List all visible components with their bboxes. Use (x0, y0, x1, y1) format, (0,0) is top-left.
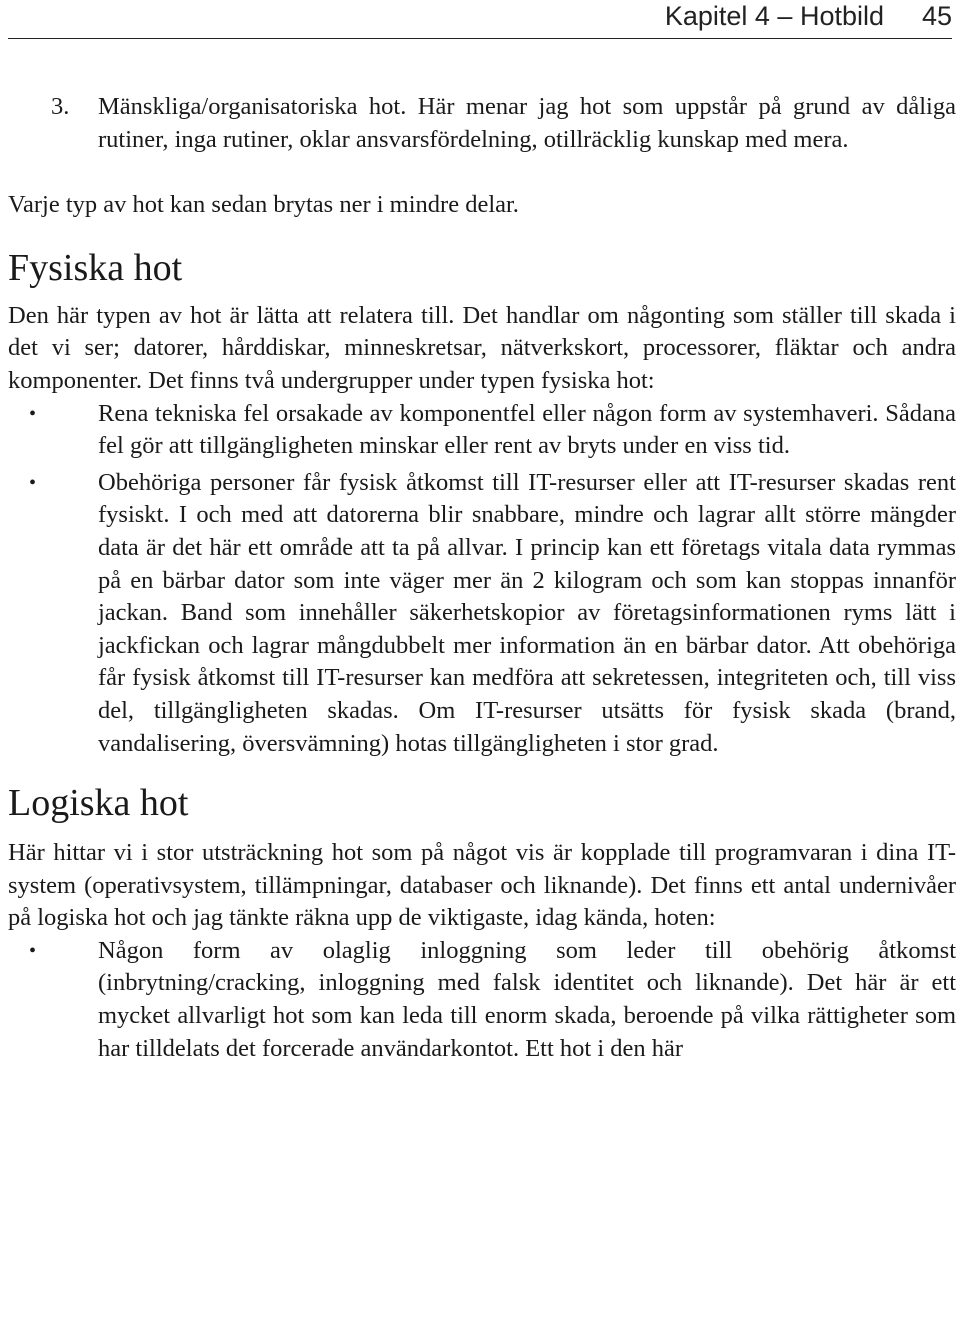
logiska-paragraph: Här hittar vi i stor utsträckning hot som på något vis är kopplade till programvaran i dina IT-system (operativsystem, tillämpningar, databaser och liknande). Det finns ett antal undernivåer på logiska hot och jag tänkte räkna upp de viktigaste, idag kända, hoten: (8, 839, 956, 932)
bullet-icon: • (29, 471, 37, 494)
list-item-text: Rena tekniska fel orsakade av komponentfel eller någon form av systemhaveri. Sådana fel gör att tillgängligheten minskar eller rent av bryts under en viss tid. (98, 399, 956, 460)
list-item (8, 467, 956, 760)
list-number: 3. (51, 93, 70, 120)
list-item-text: Någon form av olaglig inloggning som leder till obehörig åtkomst (inbrytning/cracking, inloggning med falsk identitet och liknande). Det här är ett mycket allvarligt hot som kan leda till enorm skada, beroende på vilka rättigheter som har tilldelats det forcerade användarkontot. Ett hot i den här (98, 936, 956, 1062)
chapter-title: Kapitel 4 – Hotbild (664, 1, 884, 31)
numbered-list-item (8, 91, 956, 156)
logiska-bullet-list (8, 935, 956, 1065)
fysiska-bullet-list (8, 398, 956, 761)
list-item (8, 398, 956, 463)
section-heading-logiska: Logiska hot (8, 782, 189, 825)
list-item-text: Obehöriga personer får fysisk åtkomst till IT-resurser eller att IT-resurser skadas rent fysiskt. I och med att datorerna blir snabbare, mindre och lagrar allt större mängder data är det här ett område att ta på allvar. I princip kan ett företags vitala data rymmas på en bärbar dator som inte väger mer än 2 kilogram och som kan stoppas innanför jackan. Band som innehåller säkerhetskopior av företagsinformationen ryms lätt i jackfickan och lagrar mångdubbelt mer information än en bärbar dator. Att obehöriga får fysisk åtkomst till IT-resurser kan medföra att sekretessen, integriteten och, till viss del, tillgängligheten skadas. Om IT-resurser utsätts för fysisk skada (brand, vandalisering, översvämning) hotas tillgängligheten i stor grad. (98, 468, 956, 757)
section-heading-fysiska: Fysiska hot (8, 246, 183, 289)
list-item-text: Mänskliga/organisatoriska hot. Här menar jag hot som uppstår på grund av dåliga rutiner, inga rutiner, oklar ansvarsfördelning, otillräcklig kunskap med mera. (98, 93, 956, 153)
page-body (8, 91, 956, 1065)
list-item (8, 935, 956, 1065)
bullet-icon: • (29, 939, 37, 962)
bullet-icon: • (29, 402, 37, 425)
running-header (8, 0, 952, 39)
fysiska-paragraph: Den här typen av hot är lätta att relatera till. Det handlar om någonting som ställer till skada i det vi ser; datorer, hårddiskar, minneskretsar, nätverkskort, processorer, fläktar och andra komponenter. Det finns två undergrupper under typen fysiska hot: (8, 301, 956, 394)
page-number: 45 (921, 1, 952, 31)
intro-paragraph: Varje typ av hot kan sedan brytas ner i mindre delar. (8, 191, 519, 219)
